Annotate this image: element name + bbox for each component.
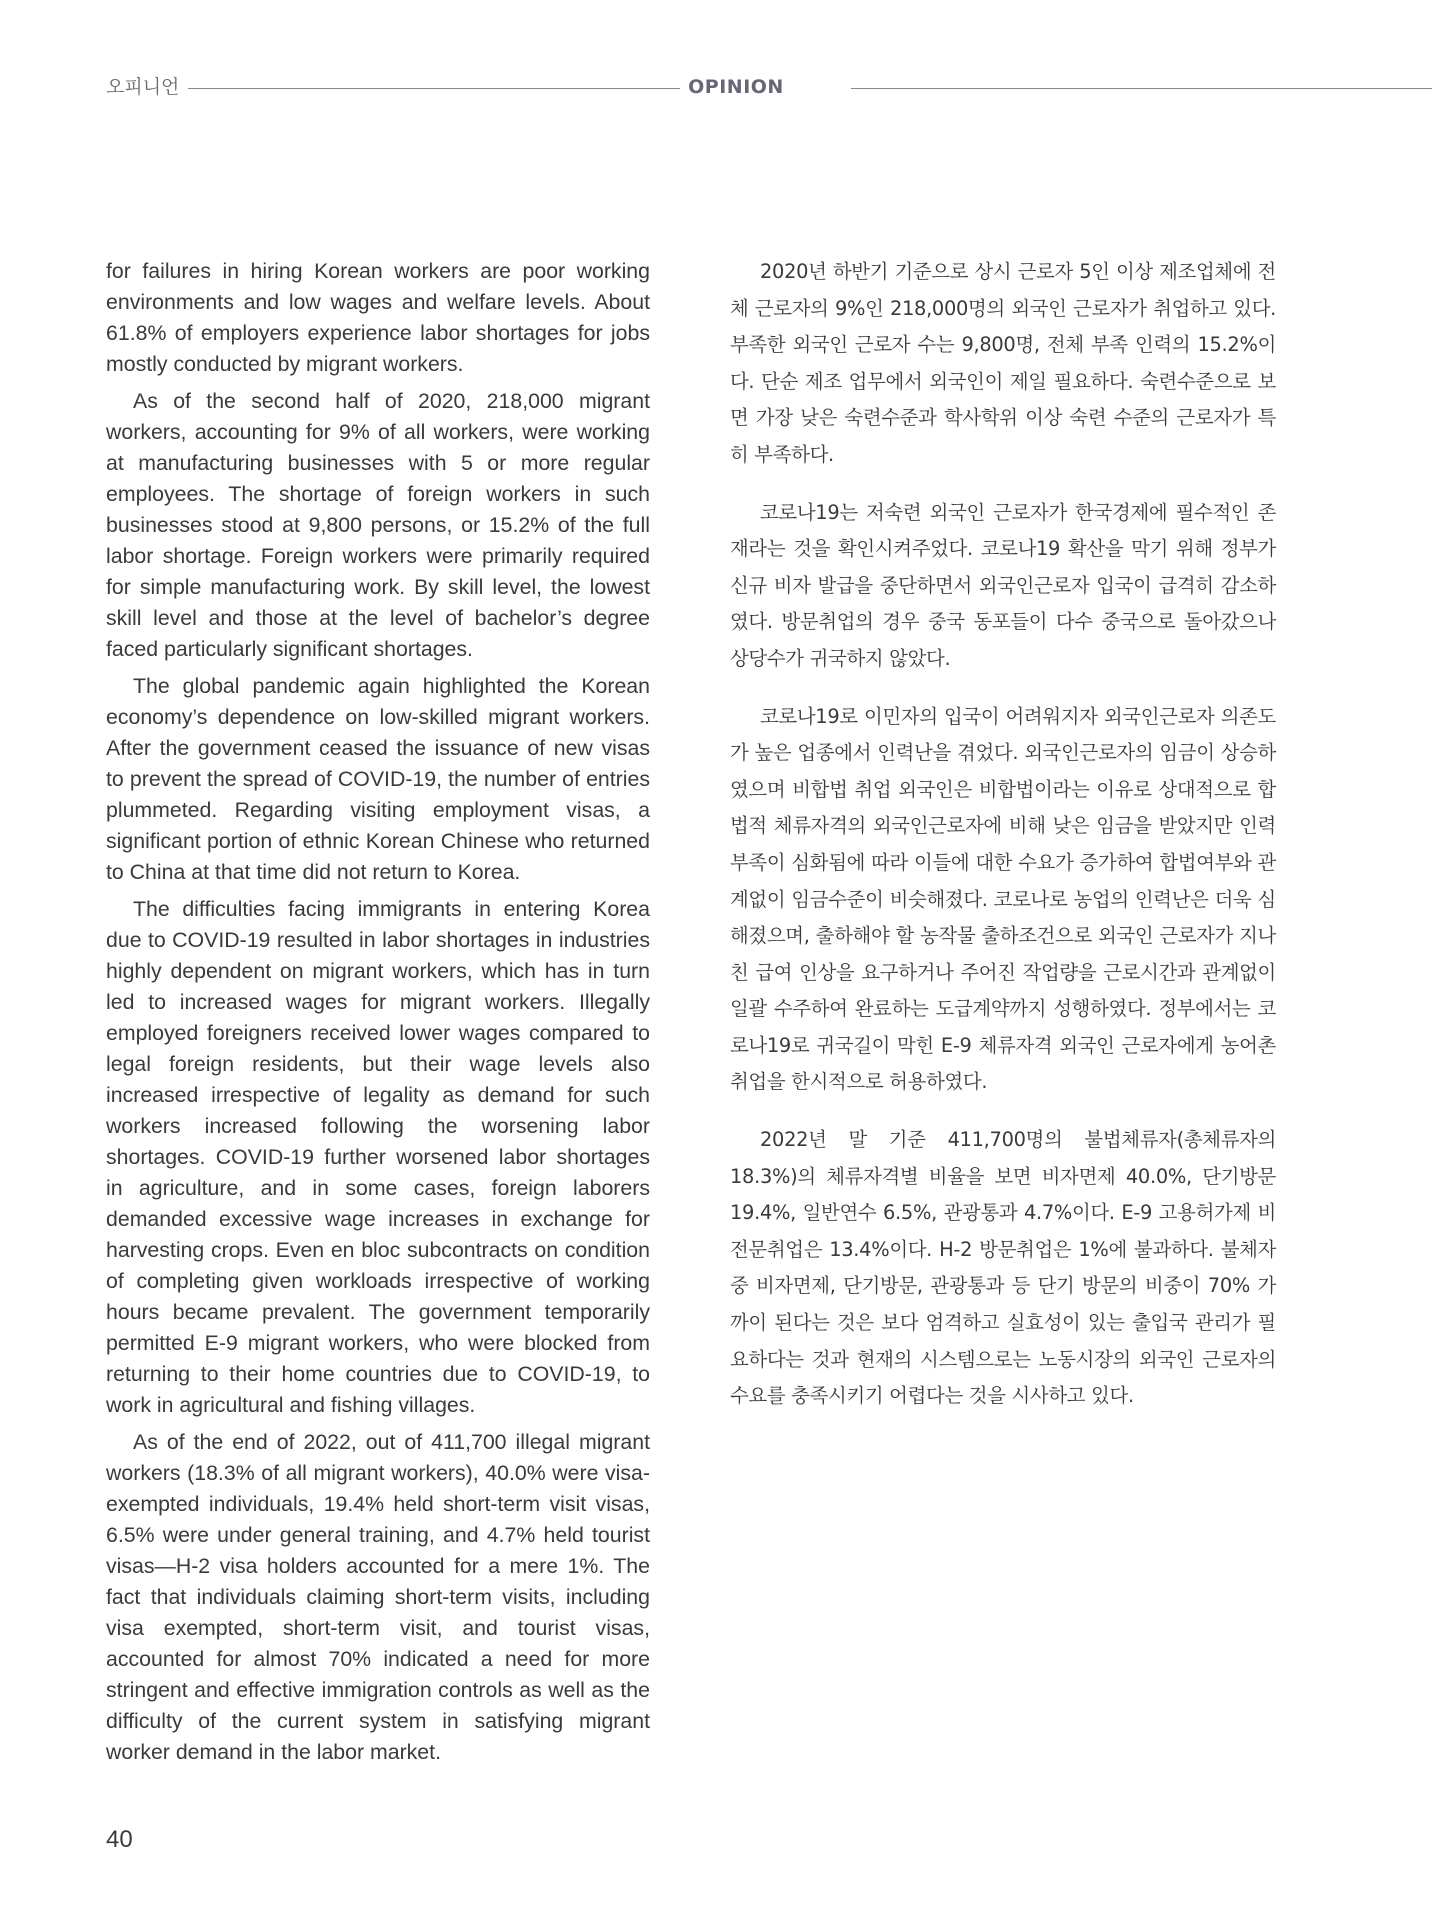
- korean-paragraph: 코로나19는 저숙련 외국인 근로자가 한국경제에 필수적인 존재라는 것을 확인시켜주었다. 코로나19 확산을 막기 위해 정부가 신규 비자 발급을 중단하면서 외국인근로자 입국이 급격히 감소하였다. 방문취업의 경우 중국 동포들이 다수 중국으로 돌아갔으나 상당수가 귀국하지 않았다.: [730, 500, 1276, 670]
- english-paragraph: As of the second half of 2020, 218,000 migrant workers, accounting for 9% of all workers, were working at manufacturing businesses with 5 or more regular employees. The shortage of foreign workers in such businesses stood at 9,800 persons, or 15.2% of the full labor shortage. Foreign workers were primarily required for simple manufacturing work. By skill level, the lowest skill level and those at the level of bachelor’s degree faced particularly significant shortages.: [106, 389, 650, 661]
- section-label-korean: 오피니언: [106, 76, 180, 98]
- english-column: [106, 256, 650, 1774]
- section-label-english-text: OPINION: [680, 76, 792, 98]
- section-label-english: [646, 72, 826, 102]
- korean-column: [730, 254, 1276, 1436]
- header-rule-right: [851, 88, 1432, 89]
- page-header: [106, 72, 1432, 102]
- english-paragraph: for failures in hiring Korean workers are poor working environments and low wages and welfare levels. About 61.8% of employers experience labor shortages for jobs mostly conducted by migrant workers.: [106, 259, 650, 376]
- english-paragraph: The difficulties facing immigrants in entering Korea due to COVID-19 resulted in labor shortages in industries highly dependent on migrant workers, which has in turn led to increased wages for migrant workers. Illegally employed foreigners received lower wages compared to legal foreign residents, but their wage levels also increased irrespective of legality as demand for such workers increased following the worsening labor shortages. COVID-19 further worsened labor shortages in agriculture, and in some cases, foreign laborers demanded excessive wage increases in exchange for harvesting crops. Even en bloc subcontracts on condition of completing given workloads irrespective of working hours became prevalent. The government temporarily permitted E-9 migrant workers, who were blocked from returning to their home countries due to COVID-19, to work in agricultural and fishing villages.: [106, 897, 650, 1417]
- english-paragraph: As of the end of 2022, out of 411,700 illegal migrant workers (18.3% of all migrant workers), 40.0% were visa-exempted individuals, 19.4% held short-term visit visas, 6.5% were under general training, and 4.7% held tourist visas—H-2 visa holders accounted for a mere 1%. The fact that individuals claiming short-term visits, including visa exempted, short-term visit, and tourist visas, accounted for almost 70% indicated a need for more stringent and effective immigration controls as well as the difficulty of the current system in satisfying migrant worker demand in the labor market.: [106, 1430, 650, 1764]
- korean-paragraph: 2022년 말 기준 411,700명의 불법체류자(총체류자의 18.3%)의 체류자격별 비율을 보면 비자면제 40.0%, 단기방문 19.4%, 일반연수 6.5%, 관광통과 4.7%이다. E-9 고용허가제 비전문취업은 13.4%이다. H-2 방문취업은 1%에 불과하다. 불체자중 비자면제, 단기방문, 관광통과 등 단기 방문의 비중이 70% 가까이 된다는 것은 보다 엄격하고 실효성이 있는 출입국 관리가 필요하다는 것과 현재의 시스템으로는 노동시장의 외국인 근로자의 수요를 충족시키기 어렵다는 것을 시사하고 있다.: [730, 1128, 1276, 1408]
- korean-paragraph: 2020년 하반기 기준으로 상시 근로자 5인 이상 제조업체에 전체 근로자의 9%인 218,000명의 외국인 근로자가 취업하고 있다. 부족한 외국인 근로자 수는 9,800명, 전체 부족 인력의 15.2%이다. 단순 제조 업무에서 외국인이 제일 필요하다. 숙련수준으로 보면 가장 낮은 숙련수준과 학사학위 이상 숙련 수준의 근로자가 특히 부족하다.: [730, 260, 1276, 466]
- page-number: 40: [106, 1826, 133, 1853]
- english-paragraph: The global pandemic again highlighted the Korean economy’s dependence on low-skilled migrant workers. After the government ceased the issuance of new visas to prevent the spread of COVID-19, the number of entries plummeted. Regarding visiting employment visas, a significant portion of ethnic Korean Chinese who returned to China at that time did not return to Korea.: [106, 674, 650, 884]
- korean-paragraph: 코로나19로 이민자의 입국이 어려워지자 외국인근로자 의존도가 높은 업종에서 인력난을 겪었다. 외국인근로자의 임금이 상승하였으며 비합법 취업 외국인은 비합법이라는 이유로 상대적으로 합법적 체류자격의 외국인근로자에 비해 낮은 임금을 받았지만 인력부족이 심화됨에 따라 이들에 대한 수요가 증가하여 합법여부와 관계없이 임금수준이 비슷해졌다. 코로나로 농업의 인력난은 더욱 심해졌으며, 출하해야 할 농작물 출하조건으로 외국인 근로자가 지나친 급여 인상을 요구하거나 주어진 작업량을 근로시간과 관계없이 일괄 수주하여 완료하는 도급계약까지 성행하였다. 정부에서는 코로나19로 귀국길이 막힌 E-9 체류자격 외국인 근로자에게 농어촌 취업을 한시적으로 허용하였다.: [730, 704, 1276, 1094]
